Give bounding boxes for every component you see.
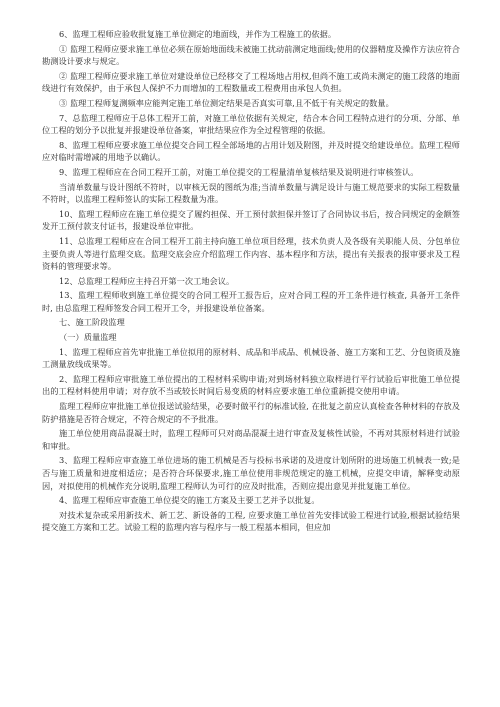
paragraph: 9、监理工程师应在合同工程开工前，对施工单位提交的工程量清单复核结果及说明进行审核签认。	[59, 166, 419, 177]
paragraph: 10、监理工程师应在施工单位提交了履约担保、开工预付款担保并签订了合同协议书后，按合同规定的金额签发开工预付款支付证书，报建设单位审批。	[42, 208, 460, 232]
paragraph: ② 监理工程师应要求施工单位对建设单位已经移交了工程场地占用权,但尚不施工或尚未测定的施工段落的地面线进行有效保护，由于承包人保护不力而增加的工程数量或工程费用由承包人负担。	[42, 70, 460, 94]
paragraph: 监理工程师应审批施工单位报送试验结果，必要时做平行的标准试验, 在批复之前应认真检查各种材料的存放及防护措施是否符合规定，不符合规定的不予批准。	[42, 401, 460, 424]
subsection-heading: （一）质量监理	[59, 332, 117, 343]
paragraph: 8、监理工程师应要求施工单位提交合同工程全部场地的占用计划及附图，并及时提交给建设单位。监理工程师应对临时需增减的用地予以确认。	[42, 139, 460, 163]
paragraph: 6、监理工程师应验收批复施工单位测定的地面线，并作为工程施工的依据。	[59, 29, 337, 39]
paragraph: 施工单位使用商品混凝土时，监理工程师可只对商品混凝土进行审查及复核性试验，不再对其原材料进行试验和审批。	[42, 428, 460, 451]
paragraph: 11、总监理工程师应在合同工程开工前主持向施工单位项目经理，技术负责人及各级有关职能人员、分包单位主要负责人等进行监理交底。监理交底会应介绍监理工作内容、基本程序和方法，提出有关报表的报审要求及工程资料的管理要求等。	[42, 235, 460, 272]
paragraph: ① 监理工程师应要求施工单位必须在原始地面线未被施工扰动前测定地面线;使用的仪器精度及操作方法应符合勘测设计要求与规定。	[42, 43, 460, 67]
paragraph: 4、监理工程师应审查施工单位提交的施工方案及主要工艺并予以批复。	[59, 495, 320, 506]
paragraph: ③ 监理工程师复测频率应能判定施工单位测定结果是否真实可靠,且不低于有关规定的数量。	[59, 97, 394, 108]
paragraph: 1、监理工程师应首先审批施工单位拟用的原材料、成品和半成品、机械设备、施工方案和工艺、分包资质及施工测量放线成果等。	[42, 346, 460, 370]
paragraph: 3、监理工程师应审查施工单位进场的施工机械是否与投标书承诺的及进度计划所附的进场施工机械表一致;是否与施工质量和进度相适应；是否符合环保要求,施工单位使用非规范规定的施工机械，应提交申请，解释变动原因，对拟使用的机械作充分说明,监理工程师认为可行的应及时批准，否则应提出意见并批复施工单位。	[42, 455, 460, 491]
section-heading: 七、施工阶段监理	[59, 317, 125, 328]
paragraph: 对技术复杂或采用新技术、新工艺、新设备的工程, 应要求施工单位首先安排试验工程进行试验,根据试验结果提交施工方案和工艺。试验工程的监理内容与程序与一般工程基本相同，但应加	[42, 509, 460, 533]
paragraph: 2、监理工程师应审批施工单位提出的工程材料采购申请;对到场材料独立取样进行平行试验后审批施工单位提出的工程材料使用申请；对存放不当或较长时间后易变质的材料应要求施工单位重新提交使用申请。	[42, 373, 460, 397]
paragraph: 13、监理工程师收到施工单位提交的合同工程开工报告后，应对合同工程的开工条件进行核查, 具备开工条件时, 由总监理工程师签发合同工程开工令，并报建设单位备案。	[42, 290, 460, 313]
paragraph: 12、总监理工程师应主持召开第一次工地会议。	[59, 275, 235, 286]
paragraph: 7、总监理工程师应于总体工程开工前，对施工单位依据有关规定，结合本合同工程特点进行的分项、分部、单位工程的划分予以批复并报建设单位备案，审批结果应作为全过程管理的依据。	[42, 112, 460, 136]
paragraph: 当清单数量与设计图纸不符时，以审核无误的图纸为准;当清单数量与满足设计与施工规范要求的实际工程数量不符时，以监理工程师签认的实际工程数量为准。	[42, 181, 460, 205]
